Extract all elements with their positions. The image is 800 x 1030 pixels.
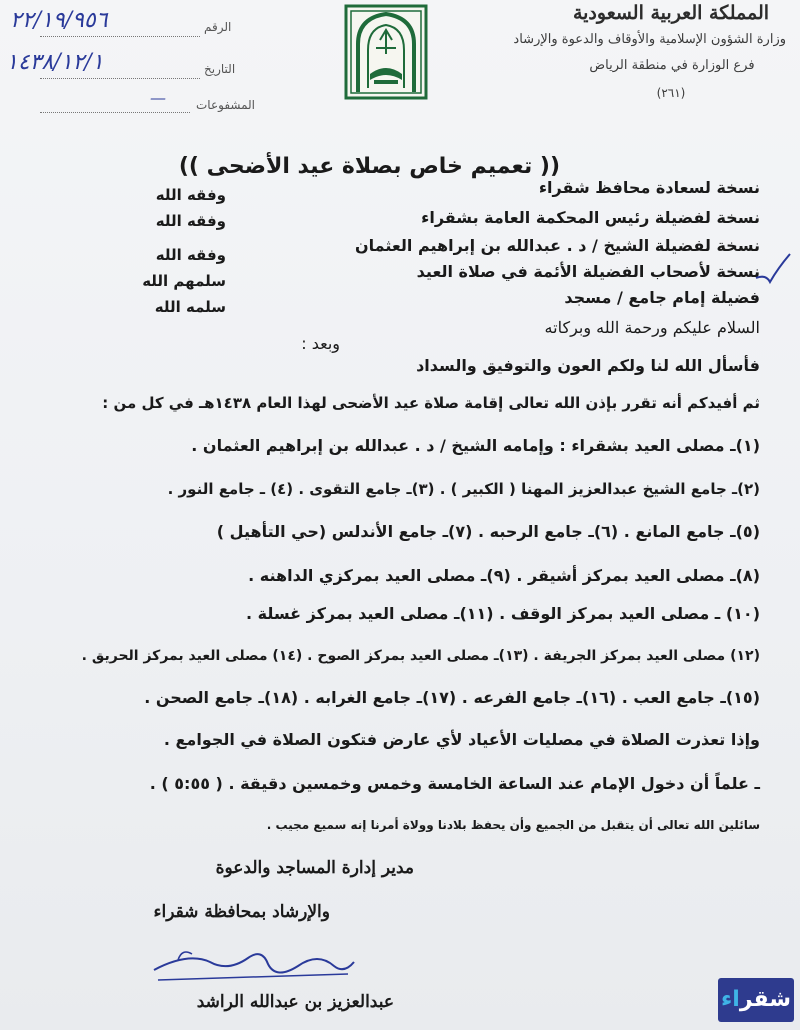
- ministry-emblem-icon: [344, 4, 428, 100]
- note-line: ـ علماً أن دخول الإمام عند الساعة الخامسة وخمس وخمسين دقيقة . ( ٥:٥٥ ) .: [149, 774, 760, 793]
- handwritten-signature-icon: [148, 940, 358, 990]
- ministry-header: [513, 0, 786, 110]
- attachments-label: المشفوعات: [196, 98, 256, 112]
- blessing-line: وفقه الله: [155, 186, 226, 204]
- intro-line: ثم أفيدكم أنه تقرر بإذن الله تعالى إقامة صلاة عيد الأضحى لهذا العام ١٤٣٨هـ في كل من :: [102, 394, 760, 412]
- recipient-line: نسخة لأصحاب الفضيلة الأئمة في صلاة العيد: [416, 262, 760, 281]
- date-label: التاريخ: [204, 62, 236, 76]
- prayer-line: فأسأل الله لنا ولكم العون والتوفيق والسداد: [416, 356, 760, 375]
- ref-label: الرقم: [204, 20, 232, 34]
- note-line: وإذا تعذرت الصلاة في مصليات الأعياد لأي عارض فتكون الصلاة في الجوامع .: [163, 730, 760, 749]
- location-item: (٥)ـ جامع المانع . (٦)ـ جامع الرحبه . (٧)ـ جامع الأندلس (حي التأهيل ): [216, 522, 760, 541]
- watermark-text: شقر: [739, 987, 791, 1012]
- signature-title-2: والإرشاد بمحافظة شقراء: [153, 902, 330, 922]
- location-item: (١٢) مصلى العيد بمركز الجريفة . (١٣)ـ مصلى العيد بمركز الصوح . (١٤) مصلى العيد بمركز الحريق .: [81, 648, 760, 664]
- recipient-line: فضيلة إمام جامع / مسجد: [564, 288, 760, 307]
- location-item: (١)ـ مصلى العيد بشقراء : وإمامه الشيخ / د . عبدالله بن إبراهيم العثمان .: [191, 436, 760, 455]
- blessing-line: سلمهم الله: [142, 272, 226, 290]
- location-item: (١٥)ـ جامع العب . (١٦)ـ جامع الفرعه . (١٧)ـ جامع الغرابه . (١٨)ـ جامع الصحن .: [144, 688, 760, 707]
- date-value: ١٤٣٨/١٢/١: [6, 50, 104, 75]
- location-item: (١٠) ـ مصلى العيد بمركز الوقف . (١١)ـ مصلى العيد بمركز غسلة .: [245, 604, 760, 623]
- ministry-line-3: فرع الوزارة في منطقة الرياض: [589, 58, 755, 73]
- blessing-line: وفقه الله: [155, 212, 226, 230]
- site-watermark: [718, 978, 794, 1022]
- ministry-line-2: وزارة الشؤون الإسلامية والأوقاف والدعوة والإرشاد: [513, 32, 786, 47]
- checkmark-icon: [752, 252, 792, 286]
- ref-value: ٢٢/١٩/٩٥٦: [10, 8, 108, 33]
- watermark-accent: اء: [721, 987, 740, 1012]
- ministry-code: (٢٦١): [656, 86, 686, 100]
- attachments-value: —: [150, 88, 166, 107]
- recipient-line: نسخة لفضيلة رئيس المحكمة العامة بشقراء: [421, 208, 760, 227]
- recipient-line: نسخة لسعادة محافظ شقراء: [538, 178, 760, 197]
- closing-line: سائلين الله تعالى أن يتقبل من الجميع وأن يحفظ بلادنا وولاة أمرنا إنه سميع مجيب .: [266, 818, 760, 832]
- ref-line: [40, 36, 200, 37]
- document-title: (( تعميم خاص بصلاة عيد الأضحى )): [178, 154, 560, 179]
- greeting: السلام عليكم ورحمة الله وبركاته: [544, 318, 760, 337]
- signature-name: عبدالعزيز بن عبدالله الراشد: [196, 992, 394, 1012]
- recipient-line: نسخة لفضيلة الشيخ / د . عبدالله بن إبراهيم العثمان: [354, 236, 760, 255]
- location-item: (٨)ـ مصلى العيد بمركز أشيقر . (٩)ـ مصلى العيد بمركزي الداهنه .: [248, 566, 760, 585]
- blessing-line: وفقه الله: [155, 246, 226, 264]
- attachments-line: [40, 112, 190, 113]
- ministry-line-1: المملكة العربية السعودية: [572, 2, 770, 24]
- date-line: [40, 78, 200, 79]
- signature-title-1: مدير إدارة المساجد والدعوة: [215, 858, 414, 878]
- blessing-line: سلمه الله: [154, 298, 226, 316]
- location-item: (٢)ـ جامع الشيخ عبدالعزيز المهنا ( الكبير ) . (٣)ـ جامع التقوى . (٤) ـ جامع النور .: [167, 480, 760, 498]
- after-greeting: وبعد :: [301, 334, 340, 353]
